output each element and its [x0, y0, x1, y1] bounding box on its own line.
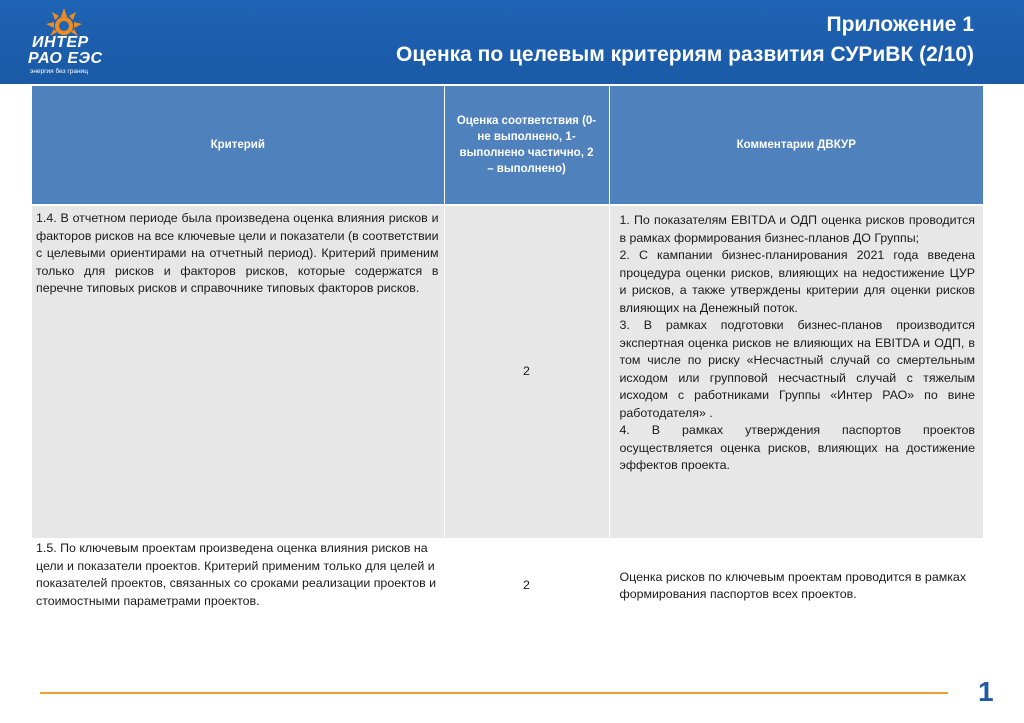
- header-bar: [0, 0, 1024, 84]
- table-row: [32, 205, 983, 539]
- column-header-score: Оценка соответствия (0- не выполнено, 1- выполнено частично, 2 – выполнено): [444, 86, 609, 205]
- page-number: 1: [978, 676, 994, 707]
- table-header-row: [32, 86, 983, 205]
- score-cell: 2: [444, 205, 609, 539]
- comment-item: 4. В рамках утверждения паспортов проектов осуществляется оценка рисков, влияющих на достижение эффектов проекта.: [619, 423, 975, 472]
- criteria-table: [32, 86, 983, 634]
- comment-item: 3. В рамках подготовки бизнес-планов производится экспертная оценка рисков не влияющих на EBITDA и ОДП, в том числе по риску «Несчастный случай со смертельным исходом или групповой несчастный случай с тяжелым исходом с работниками Группы «Интер РАО» по вине работодателя» .: [619, 318, 975, 420]
- comments-cell: [609, 539, 983, 633]
- comments-cell: [609, 205, 983, 539]
- comment-item: 1. По показателям EBITDA и ОДП оценка рисков проводится в рамках формирования бизнес-планов ДО Группы;: [619, 213, 975, 245]
- logo-text-rao: РАО ЕЭС: [28, 50, 103, 67]
- table-row: [32, 539, 983, 633]
- company-logo: [14, 6, 114, 76]
- logo-text-inter: ИНТЕР: [32, 34, 89, 51]
- score-cell: 2: [444, 539, 609, 633]
- page-title: Оценка по целевым критериям развития СУРиВК (2/10): [396, 43, 974, 66]
- criterion-cell: 1.5. По ключевым проектам произведена оценка влияния рисков на цели и показатели проектов. Критерий применим только для целей и показателей проектов, связанных со сроками реализации проектов и стоимостными параметрами проектов.: [32, 539, 444, 633]
- footer-divider: [40, 692, 948, 694]
- comment-item: 2. С кампании бизнес-планирования 2021 года введена процедура оценки рисков, влияющих на недостижение ЦУР и рисков, а также утверждены критерии для оценки рисков влияющих на Денежный поток.: [619, 248, 975, 315]
- comment-item: Оценка рисков по ключевым проектам проводится в рамках формирования паспортов всех проектов.: [619, 569, 967, 601]
- page-title-appendix: Приложение 1: [826, 13, 974, 36]
- column-header-criterion: Критерий: [32, 86, 444, 205]
- logo-tagline: энергия без границ: [30, 68, 88, 75]
- column-header-comments: Комментарии ДВКУР: [609, 86, 983, 205]
- criterion-cell: 1.4. В отчетном периоде была произведена оценка влияния рисков и факторов рисков на все ключевые цели и показатели (в соответствии с целевыми ориентирами на отчетный период). Критерий применим только для рисков и факторов рисков, которые содержатся в перечне типовых рисков и справочнике типовых факторов рисков.: [32, 205, 444, 539]
